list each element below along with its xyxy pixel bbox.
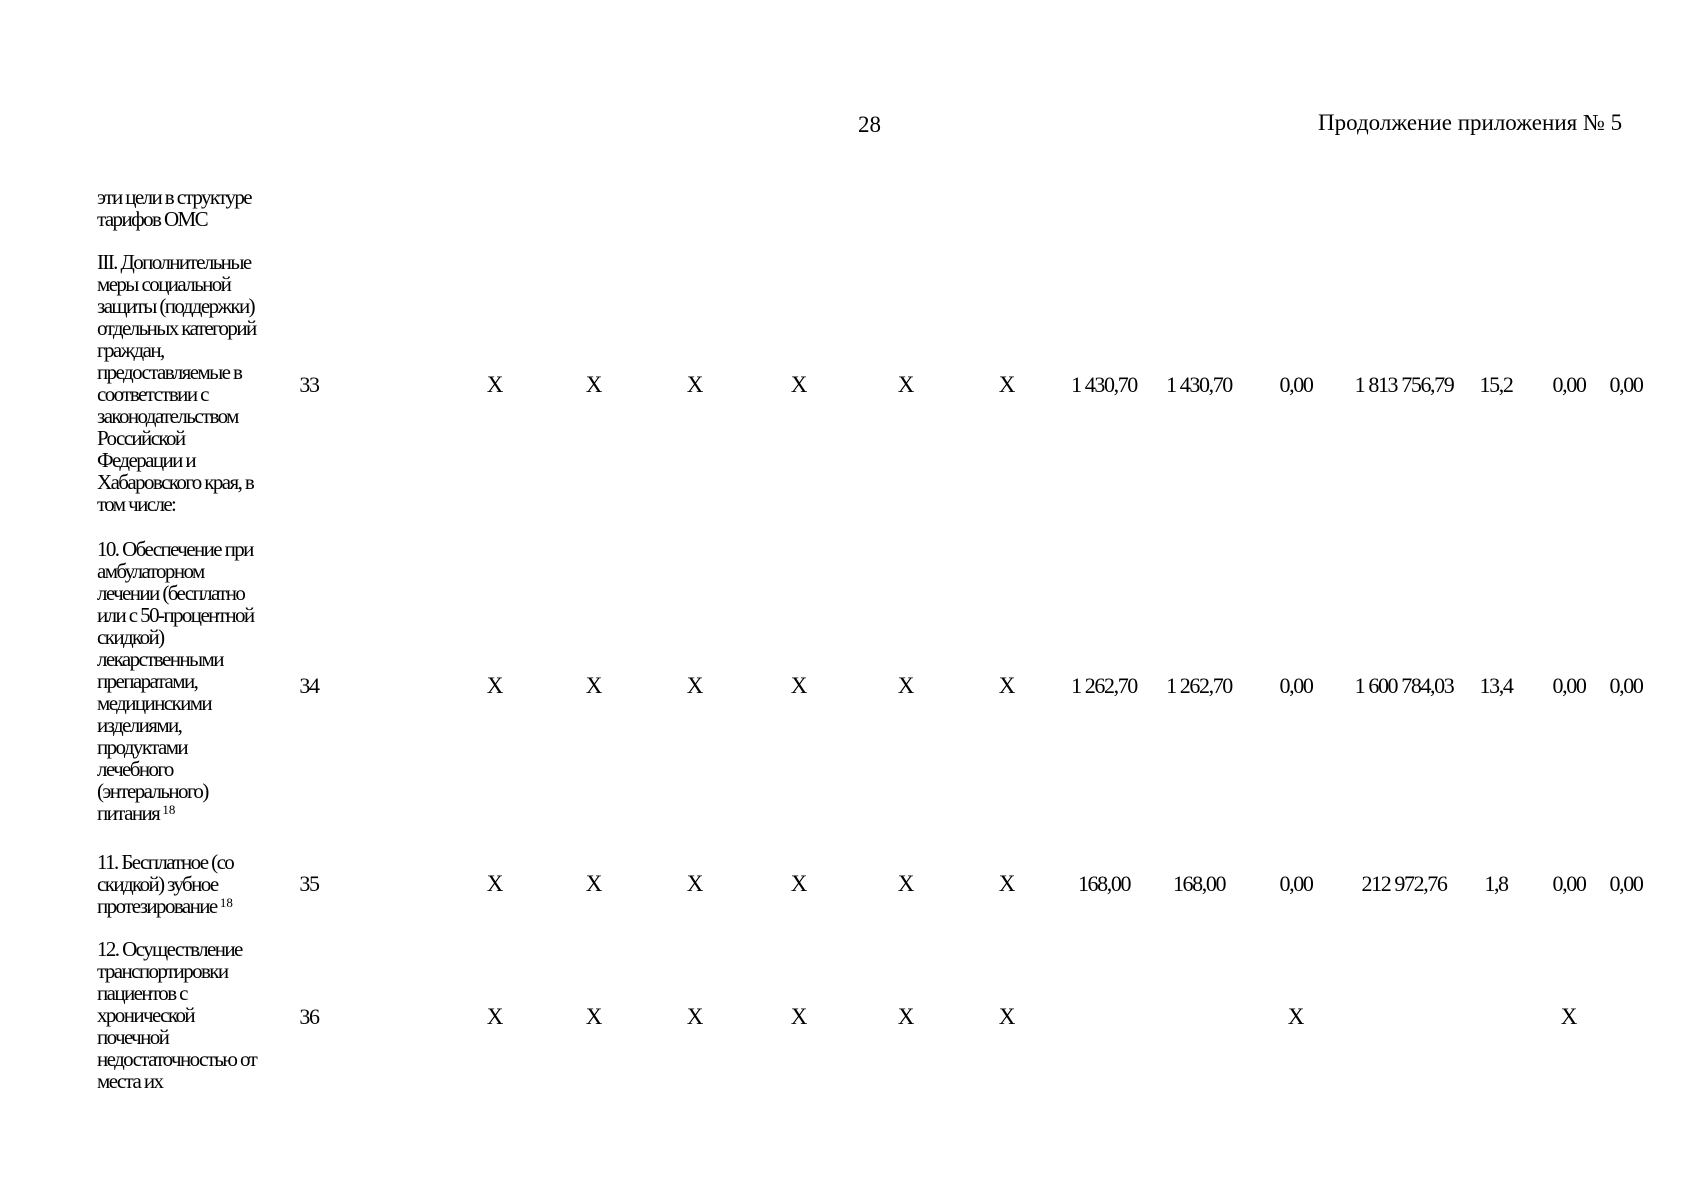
value-cell: 0,00	[1609, 673, 1643, 698]
row-label: III. Дополнительные меры социальной защиты (поддержки) отдельных категорий граждан, предоставляемые в соответствии с законодательством Российской Федерации и Хабаровского края, в том числе:	[97, 250, 256, 516]
row-label: 11. Бесплатное (со скидкой) зубное протезирование $^{18}$	[97, 850, 234, 918]
not-applicable-mark: X	[686, 673, 704, 698]
value-cell: 1 262,70	[1166, 673, 1232, 698]
footnote-marker: 18	[216, 895, 233, 910]
not-applicable-mark: X	[998, 372, 1016, 397]
not-applicable-mark: X	[790, 372, 808, 397]
appendix-continuation-title: Продолжение приложения № 5	[1318, 110, 1623, 135]
row-code: 36	[299, 1004, 319, 1029]
value-cell: 0,00	[1552, 871, 1586, 896]
not-applicable-mark: X	[486, 372, 504, 397]
value-cell: 15,2	[1479, 372, 1513, 397]
row-label: эти цели в структуре тарифов ОМС	[97, 185, 251, 231]
value-cell: 168,00	[1172, 871, 1226, 896]
value-cell: 0,00	[1609, 871, 1643, 896]
value-cell: 0,00	[1279, 372, 1313, 397]
not-applicable-mark: X	[686, 871, 704, 896]
not-applicable-mark: X	[790, 871, 808, 896]
value-cell: 1 813 756,79	[1354, 372, 1454, 397]
not-applicable-mark: X	[686, 1004, 704, 1029]
value-cell: 1,8	[1484, 871, 1508, 896]
value-cell: 0,00	[1279, 871, 1313, 896]
not-applicable-mark: X	[897, 673, 915, 698]
value-cell: 0,00	[1609, 372, 1643, 397]
row-code: 35	[299, 871, 319, 896]
value-cell: 1 600 784,03	[1354, 673, 1454, 698]
row-label: 12. Осуществление транспортировки пациентов с хронической почечной недостаточностью от места их	[97, 937, 257, 1093]
row-label: 10. Обеспечение при амбулаторном лечении (бесплатно или с 50-процентной скидкой) лекарственными препаратами, медицинскими изделиями, продуктами лечебного (энтерального) питания $^{18}$	[97, 537, 254, 825]
value-cell: 0,00	[1279, 673, 1313, 698]
not-applicable-mark: X	[998, 673, 1016, 698]
row-code: 34	[299, 673, 319, 698]
not-applicable-mark: X	[486, 1004, 504, 1029]
value-cell: 0,00	[1552, 673, 1586, 698]
not-applicable-mark: X	[998, 1004, 1016, 1029]
not-applicable-mark: X	[585, 871, 603, 896]
not-applicable-mark: X	[1560, 1004, 1578, 1029]
not-applicable-mark: X	[790, 1004, 808, 1029]
not-applicable-mark: X	[897, 871, 915, 896]
not-applicable-mark: X	[486, 871, 504, 896]
not-applicable-mark: X	[790, 673, 808, 698]
not-applicable-mark: X	[585, 673, 603, 698]
row-code: 33	[299, 372, 319, 397]
page-number: 28	[858, 112, 881, 137]
not-applicable-mark: X	[1287, 1004, 1305, 1029]
not-applicable-mark: X	[897, 372, 915, 397]
not-applicable-mark: X	[686, 372, 704, 397]
value-cell: 1 262,70	[1071, 673, 1137, 698]
value-cell: 1 430,70	[1071, 372, 1137, 397]
value-cell: 13,4	[1479, 673, 1513, 698]
value-cell: 168,00	[1077, 871, 1131, 896]
not-applicable-mark: X	[486, 673, 504, 698]
value-cell: 0,00	[1552, 372, 1586, 397]
value-cell: 1 430,70	[1166, 372, 1232, 397]
footnote-marker: 18	[159, 802, 176, 817]
not-applicable-mark: X	[585, 1004, 603, 1029]
not-applicable-mark: X	[897, 1004, 915, 1029]
not-applicable-mark: X	[998, 871, 1016, 896]
value-cell: 212 972,76	[1361, 871, 1447, 896]
not-applicable-mark: X	[585, 372, 603, 397]
